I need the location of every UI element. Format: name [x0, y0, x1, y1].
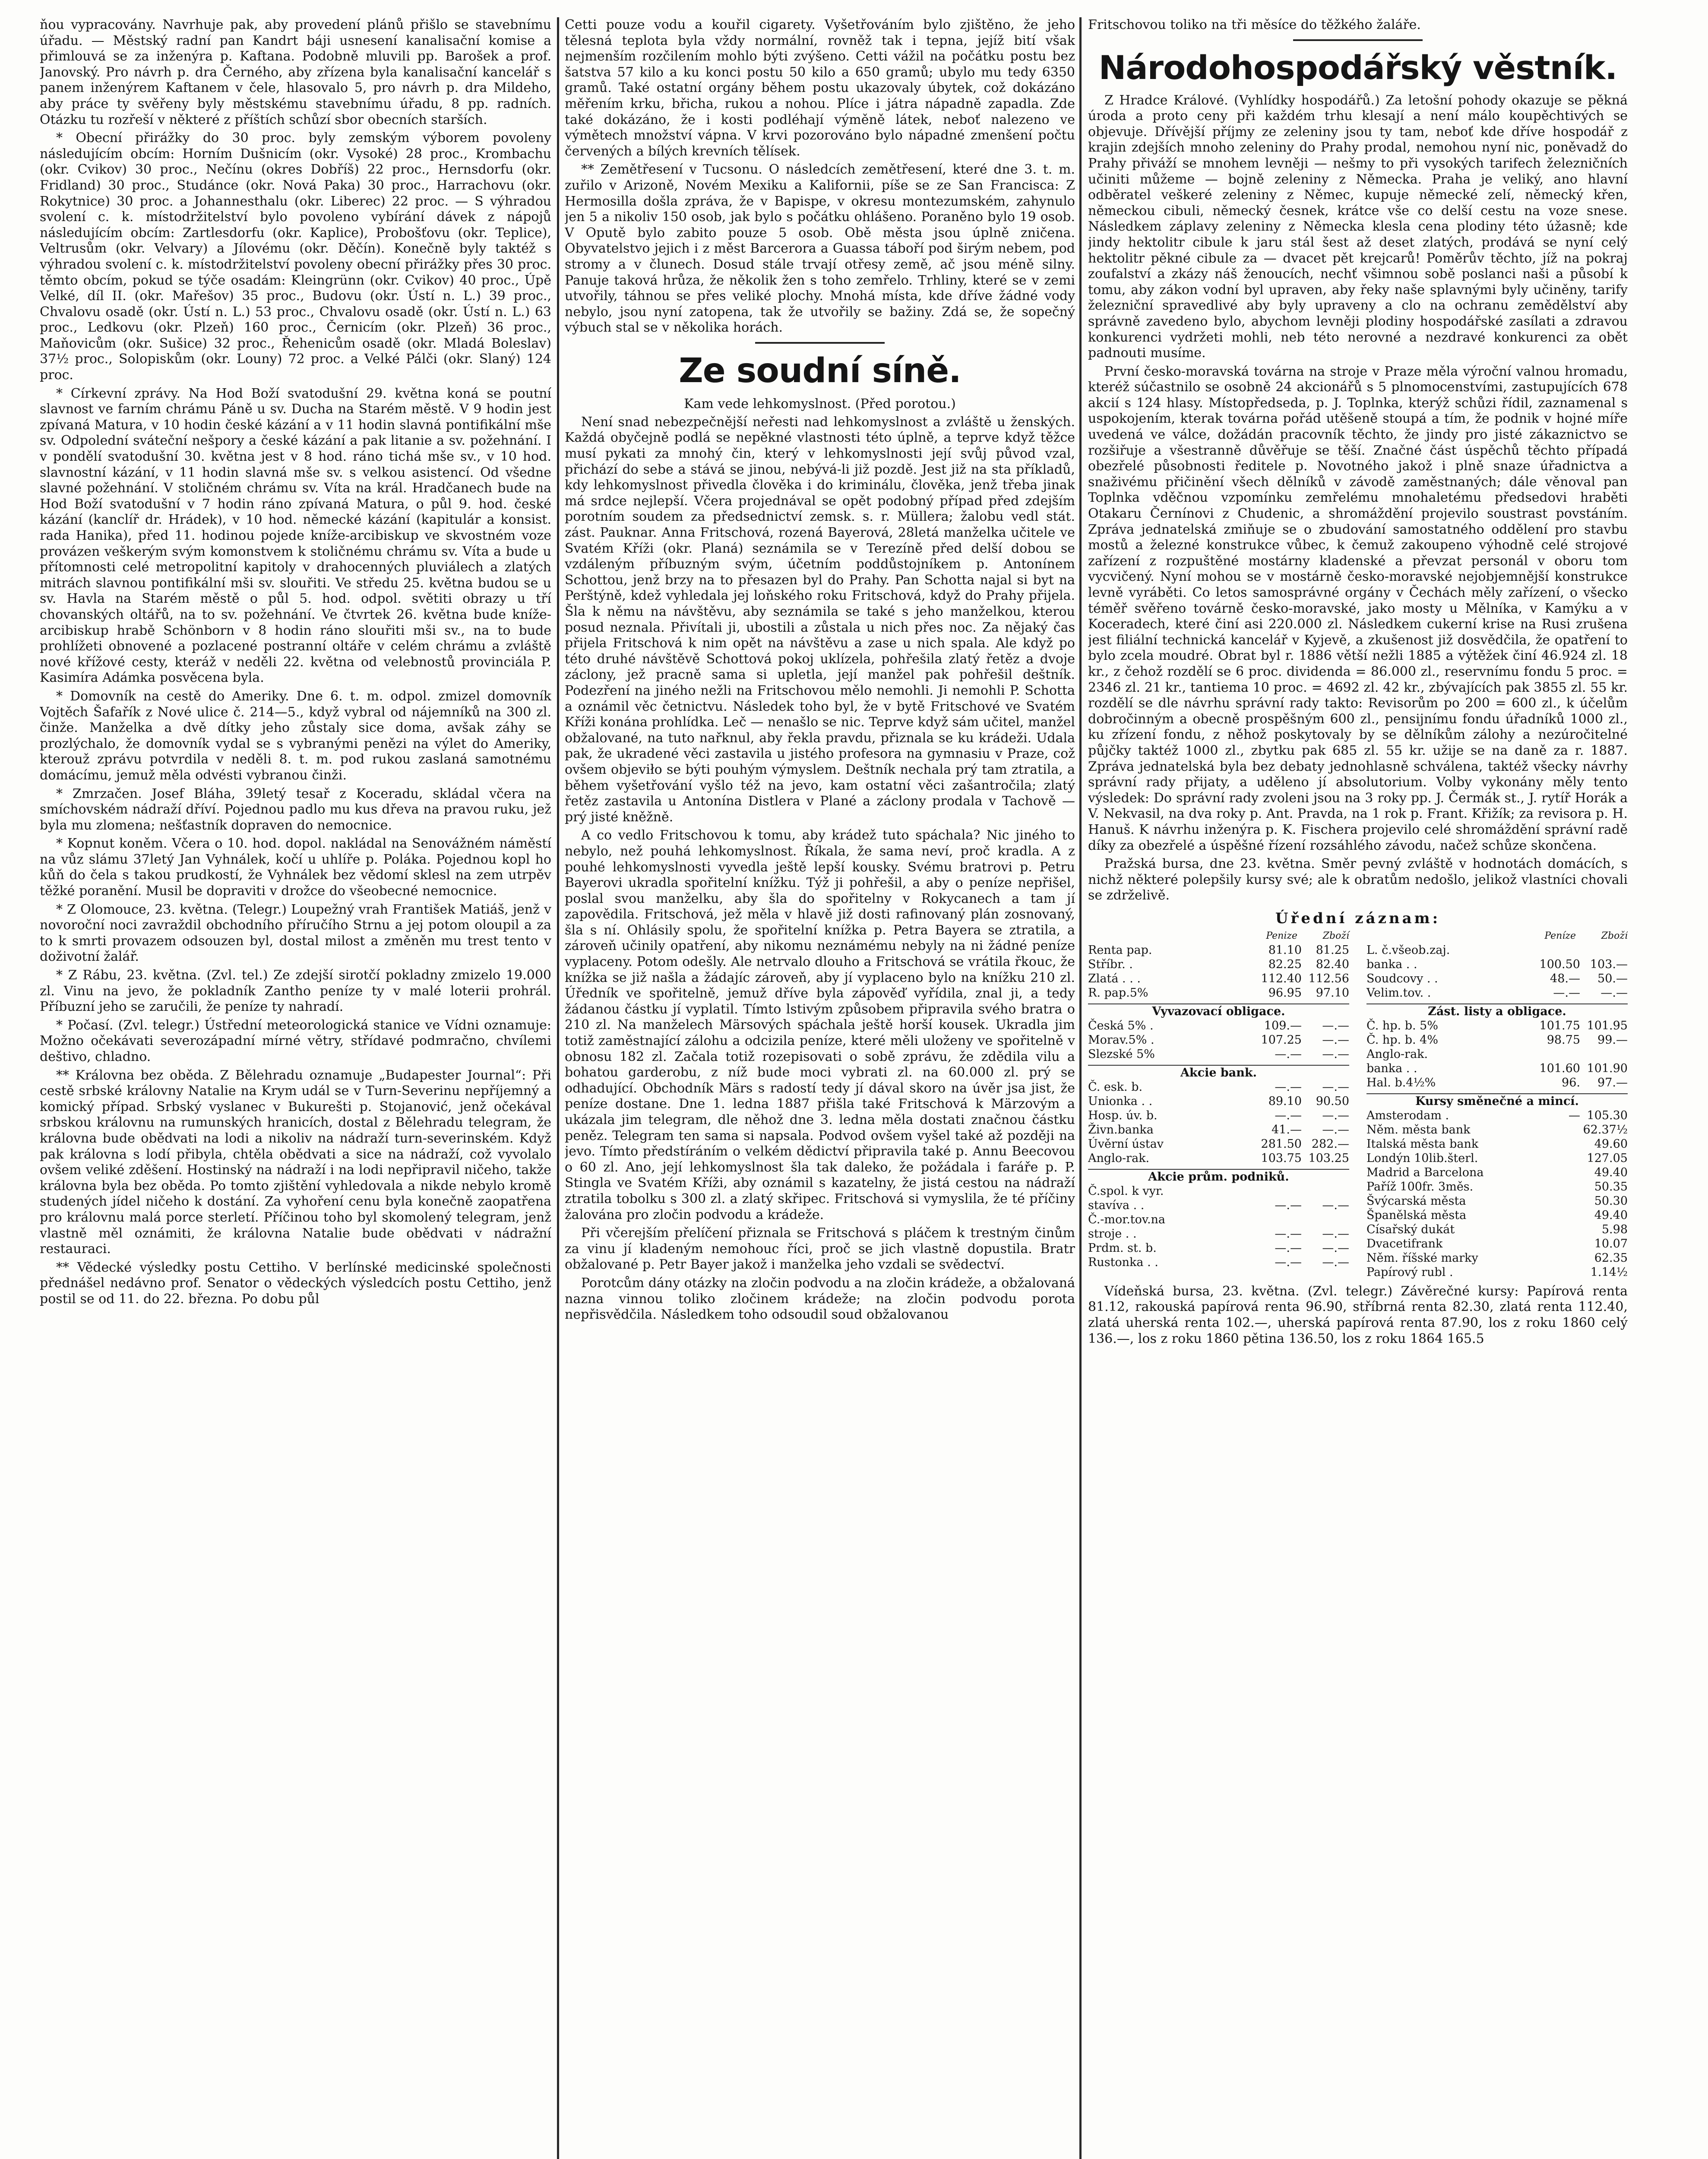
- row-label: Č. esk. b.: [1088, 1080, 1143, 1094]
- table-row: [1366, 972, 1628, 986]
- exchange-tables: [1088, 929, 1628, 1279]
- value-cell: [1254, 1212, 1302, 1227]
- table-section-title: Akcie prům. podniků.: [1088, 1169, 1349, 1184]
- row-label: Švýcarská města: [1366, 1194, 1466, 1208]
- row-values: [1533, 1265, 1628, 1279]
- value-cell: 96.: [1562, 1076, 1580, 1089]
- value-cell: 82.40: [1316, 957, 1349, 971]
- table-row: [1366, 1151, 1628, 1165]
- table-row: [1088, 1137, 1349, 1151]
- value-cell: —.—: [1322, 1047, 1349, 1061]
- table-row: [1088, 1080, 1349, 1094]
- value-cell: —.—: [1322, 1080, 1349, 1094]
- section-heading-economy: Národohospodářský věstník.: [1098, 48, 1617, 87]
- value-cell: [1533, 1208, 1580, 1222]
- row-values: [1533, 943, 1628, 957]
- value-cell: 103.25: [1308, 1151, 1349, 1165]
- row-label: Zlatá . . .: [1088, 972, 1141, 985]
- value-cell: 5.98: [1601, 1222, 1628, 1236]
- row-label: R. pap.5%: [1088, 986, 1148, 1000]
- article-paragraph: První česko-moravská továrna na stroje v Praze měla výroční valnou hromadu, kteréž súčastnilo se osobně 24 akcionářů s 5 plnomocenstvími, zastupujících 678 akcií s 124 hlasy. Místopředseda, p. J. Toplnka, kterýž schůzi řídil, zaznamenal s uspokojením, kterak továrna pořád utěšeně stoupá a tím, že podnik v hojné míře uvedená ve válce, dožádán pracovník těchto, že jindy pro jisté zákaznictvo se rozšiřuje a všestranně důvěřuje se těší. Značné část úspěchů těchto případá obezřelé působnosti ředitele p. Novotného jakož i plně snaze úřadnictva a snaživému přičinění všech dělníků v závodě zaměstnaných; dále věnoval pan Toplnka vděčnou vzpomínku zemřelému mnohaletému předsedovi hraběti Otakaru Černínovi z Chudenic, a shromáždění projevilo soustrast povstáním. Zpráva jednatelská zmiňuje se o zbudování samostatného oddělení pro stavbu mostů a železné konstrukce vůbec, k čemuž zakoupeno výhodně celé strojové zařízení z rozpuštěné mostárny kladenské a převzat personál v oboru tom vycvičený. Nyní mohou se v mostárně česko-moravské nejobjemnější konstrukce levně vyráběti. Co letos samosprávné orgány v Čechách měly zařízení, o všecko téměř svěřeno továrně česko-moravské, jako mosty u Mělníka, v Kamýku a v Koceradech, které činí asi 220.000 zl. Následkem cukerní krise na Rusi zrušena jest filiální technická kancelář v Kyjevě, a zkušenost již dosvědčila, že opatření to bylo zcela moudré. Obrat byl r. 1886 větší nežli 1885 a výtěžek činí 46.924 zl. 18 kr., z čehož rozdělí se 6 proc. dividenda = 86.000 zl., reservnímu fondu 5 proc. = 2346 zl. 21 kr., tantiema 10 proc. = 4692 zl. 42 kr., zbývajících pak 3855 zl. 55 kr. rozdělí se dle návrhu správní rady takto: Revisorům po 200 = 600 zl., k účelům dobročinným a obecně prospěšným 600 zl., pensijnímu fondu úřadníků 1000 zl., ku zřízení fondu, z něhož poskytovaly by se dělníkům zálohy a nezúročitelné půjčky taktéž 1000 zl., zbytku pak 685 zl. 55 kr. užije se na daně za r. 1887. Zpráva jednatelská byla bez debaty jednohlasně schválena, taktéž všecky návrhy správní rady přijaty, a uděleno jí absolutorium. Volby vykonány měly tento výsledek: Do správní rady zvoleni jsou na 3 roky pp. J. Čermák st., J. rytíř Horák a V. Nekvasil, na dva roky p. Ant. Pravda, na 1 rok p. Frant. Křižík; za revisora p. H. Hanuš. K návrhu inženýra p. K. Fischera projevilo celé shromáždění správní radě díky za obezřelé a úspěšné řízení rozsáhlého závodu, načež schůze skončena.: [1088, 364, 1628, 853]
- row-values: [1533, 1108, 1628, 1123]
- article-paragraph: * Církevní zprávy. Na Hod Boží svatodušní 29. května koná se poutní slavnost ve farním chrámu Páně u sv. Ducha na Starém městě. V 9 hodin jest zpívaná Matura, v 10 hodin české kázání a v 11 hodin slavná pontifikální mše sv. Odpolední sváteční nešpory a české kázání a pak litanie a sv. požehnání. I v pondělí svatodušní 30. května jest v 8 hod. ráno tichá mše sv., v 10 hod. slavnostní kázání, v 11 hodin slavná mše sv. s velkou asistencí. Od všedne slavné požehnání. V stoličném chrámu sv. Víta na král. Hradčanech bude na Hod Boží svatodušní v 7 hodin ráno zpívaná Matura, o půl 9. hod. české kázání (kanclíř dr. Hrádek), v 10 hod. německé kázání (kapitulár a konsist. rada Hanika), před 11. hodinou pojede kníže-arcibiskup ve skvostném voze provázen veškerým svým komonstvem k stoličnému chrámu sv. Víta a bude u přítomnosti celé metropolitní kapitoly v drahocenných pluviálech a zlatých mitrách slavnou pontifikální mši sv. slouřiti. Ve středu 25. května budou se u sv. Havla na Starém městě o půl 5. hod. odpol. světiti obrazy u tří chovanských oltářů, na to sv. požehnání. Ve čtvrtek 26. května bude kníže-arcibiskup hrabě Schönborn v 8 hodin ráno slouřiti mši sv., na to bude prohlížeti obnovené a pozlacené postranní oltáře v celém chrámu a zvláště nové křížové cesty, kteráž v neděli 22. května od velebnostů provinciála P. Kasimíra Adámka posvěcena byla.: [40, 386, 551, 686]
- article-paragraph: * Obecní přirážky do 30 proc. byly zemským výborem povoleny následujícím obcím: Horním Dušnicím (okr. Vysoké) 28 proc., Krombachu (okr. Cvikov) 30 proc., Nečínu (okres Dobříš) 22 proc., Hernsdorfu (okr. Fridland) 30 proc., Studánce (okr. Nová Paka) 30 proc., Harrachovu (okr. Rokytnice) 30 proc. a Johannesthalu (okr. Liberec) 22 proc. — S výhradou svolení c. k. místodržitelství bylo povoleno vybírání dávek z nápojů následujícím obcím: Zartlesdorfu (okr. Kaplice), Probošťovu (okr. Teplice), Veltrusům (okr. Velvary) a Jílovému (okr. Děčín). Konečně byly taktéž s výhradou svolení c. k. místodržitelství povoleny obecní přirážky přes 30 proc. těmto obcím, pokud se týče osadám: Kleingrünn (okr. Cvikov) 40 proc., Úpě Velké, díl II. (okr. Mařešov) 35 proc., Budovu (okr. Ústí n. L.) 39 proc., Chvalovu osadě (okr. Ústí n. L.) 53 proc., Chvalovu osadě (okr. Ústí n. L.) 63 proc., Ledkovu (okr. Plzeň) 160 proc., Černicím (okr. Plzeň) 36 proc., Maňovicům (okr. Sušice) 32 proc., Řehenicům osadě (okr. Mladá Boleslav) 37½ proc., Solopiskům (okr. Louny) 72 proc. a Velké Pálči (okr. Slaný) 124 proc.: [40, 130, 551, 383]
- value-cell: 105.30: [1587, 1108, 1628, 1122]
- value-cell: 97.—: [1597, 1076, 1628, 1089]
- article-paragraph: * Z Rábu, 23. května. (Zvl. tel.) Ze zdejší sirotčí pokladny zmizelo 19.000 zl. Vinu na jevo, že pokladník Zantho peníze ty v malé loterii prohrál. Příbuzní jeho se zaručili, že peníze ty nahradí.: [40, 968, 551, 1015]
- article-paragraph: Při včerejším přelíčení přiznala se Fritschová s pláčem k trestným činům za vinu jí kladeným nemohouc říci, proč se jich vlastně dopustila. Bratr obžalované p. Petr Bayer jakož i manželka jeho vzdali se svědectví.: [565, 1225, 1075, 1273]
- value-cell: 62.35: [1594, 1251, 1628, 1265]
- article-paragraph: * Z Olomouce, 23. května. (Telegr.) Loupežný vrah František Matiáš, jenž v novoroční noci zavraždil obchodního příručího Strnu a jej potom oloupil a za to k smrti provazem odsouzen byl, dostal milost a změněn mu trest tento v doživotní žalář.: [40, 902, 551, 965]
- table-row: [1366, 1061, 1628, 1076]
- value-cell: —.—: [1275, 1108, 1302, 1122]
- article-paragraph: ** Zemětřesení v Tucsonu. O následcích zemětřesení, které dne 3. t. m. zuřilo v Arizoně, Novém Mexiku a Kalifornii, píše se ze San Francisca: Z Hermosilla došla zpráva, že v Bapispe, v okresu montezumském, zahynulo jen 5 a nikoliv 150 osob, jak bylo s počátku ohlášeno. Poraněno bylo 19 osob. V Oputě bylo zabito pouze 5 osob. Obě města jsou úplně zničena. Obyvatelstvo jejich i z měst Barcerora a Guassa táboří pod širým nebem, pod stromy a v člunech. Dosud stále trvají otřesy země, ač jsou méně silny. Panuje taková hrůza, že několik žen s toho zemřelo. Trhliny, které se v zemi utvořily, táhnou se přes veliké plochy. Mnohá místa, kde dříve žádné vody nebylo, jsou nyní zatopena, tak že utvořily se bažiny. Zdá se, že sopečný výbuch stal se v několika horách.: [565, 162, 1075, 336]
- row-values: [1533, 957, 1628, 972]
- table-row: [1366, 1180, 1628, 1194]
- section-separator: [755, 342, 885, 344]
- column-right: [1088, 17, 1628, 2159]
- table-section-title: Vyvazovací obligace.: [1088, 1004, 1349, 1019]
- section-heading-court: Ze soudní síně.: [679, 351, 961, 390]
- row-label: Č. hp. b. 5%: [1366, 1019, 1438, 1032]
- row-values: [1254, 1151, 1349, 1165]
- article-paragraph: Porotcům dány otázky na zločin podvodu a na zločin krádeže, a obžalovaná nazna vinnou toliko zločinem krádeže; na zločin podvodu porota nepřisvědčila. Následkem toho odsoudil soud obžalovanou: [565, 1275, 1075, 1323]
- article-paragraph: * Zmrzačen. Josef Bláha, 39letý tesař z Koceradu, skládal včera na smíchovském nádraží dříví. Pojednou padlo mu kus dřeva na pravou ruku, jež byla mu zlomena; nešťastník dopraven do nemocnice.: [40, 786, 551, 833]
- table-row: [1366, 1047, 1628, 1061]
- table-row: [1088, 1108, 1349, 1123]
- value-cell: —.—: [1322, 1108, 1349, 1122]
- header-cell: Zboží: [1322, 930, 1349, 941]
- value-cell: 103.75: [1261, 1151, 1302, 1165]
- row-label: Něm. říšské marky: [1366, 1251, 1478, 1265]
- row-label: Italská města bank: [1366, 1137, 1479, 1151]
- row-values: [1533, 1222, 1628, 1237]
- article-paragraph: A co vedlo Fritschovou k tomu, aby krádež tuto spáchala? Nic jiného to nebylo, než pouhá lehkomyslnost. Říkala, že sama neví, proč kradla. A z pouhé lehkomyslnosti vyvedla ještě lepší kousky. Svému bratrovi p. Petru Bayerovi ukradla spořitelní knížku. Týž ji pohřešil, a aby o peníze nepřišel, poslal svou manželku, aby šla do spořitelny v Rokycanech a tam jí zapovědila. Fritschová, jež měla v hlavě již dosti rafinovaný plán zosnovaný, šla s ní. Ohlásily spolu, že spořitelní knížka p. Petra Bayera se ztratila, a zároveň učinily opatření, aby nikomu neznámému nebyly na ni žádné peníze vyplaceny. Potom odešly. Ale netrvalo dlouho a Fritschová se vrátila řkouc, že knížka se již našla a žádajíc zároveň, aby jí vyplaceno bylo na knížku 210 zl. Úředník ve spořitelně, jemuž dříve byla zápověď vyřídila, znal ji, a tedy žádanou částku jí vyplatil. Tímto lstivým způsobem připravila svého bratra o 210 zl. Na manželech Märsových spáchala ještě horší kousek. Ukradla jim totiž zaměstnající zálohu a odcizila peníze, které měli uloženy ve spořitelně v obnosu 182 zl. Začala totiž rozepisovati o sobě zprávu, že zdědila vilu a bohatou garderobu, z níž bude moci vybrati zl. na 60.000 zl. prý se odhadující. Obchodník Märs s radostí tedy jí dával skoro na úvěr jsa jist, že peníze dostane. Dne 1. ledna 1887 přišla také Fritschová k Märzovým a ukázala jim telegram, dle něhož dne 3. ledna měla dostati značnou částku peněz. Telegram ten sama si napsala. Podvod ovšem vyšel také až později na jevo. Tímto předstíráním o velkém dědictví připravila také p. Annu Beecovou o 60 zl. Ano, její lehkomyslnost šla tak daleko, že požádala i faráře p. P. Stingla ve Svatém Kříži, aby oznámil s kazatelny, že jistá cestou na nádraží ztratila tobolku s 300 zl. a zlatý skřipec. Fritschová si vymyslila, že té příčiny žalována pro zločin podvodu a krádeže.: [565, 828, 1075, 1222]
- row-label: Hal. b.4½%: [1366, 1076, 1436, 1089]
- value-cell: [1533, 1137, 1580, 1151]
- table-row: [1088, 943, 1349, 957]
- header-cell: Zboží: [1601, 930, 1628, 941]
- row-values: [1533, 1123, 1628, 1137]
- row-label: Madrid a Barcelona: [1366, 1165, 1484, 1179]
- row-values: [1254, 972, 1349, 986]
- section-separator: [1293, 39, 1423, 41]
- table-header: [1366, 929, 1628, 943]
- row-values: [1533, 1019, 1628, 1033]
- value-cell: 282.—: [1311, 1137, 1349, 1151]
- table-row: [1088, 1151, 1349, 1165]
- row-values: [1254, 1198, 1349, 1212]
- value-cell: [1533, 1123, 1580, 1137]
- article-subtitle: Kam vede lehkomyslnost. (Před porotou.): [684, 396, 956, 412]
- row-values: [1533, 1165, 1628, 1180]
- value-cell: 81.10: [1268, 943, 1302, 957]
- row-values: [1533, 1061, 1628, 1076]
- value-cell: 103.—: [1590, 957, 1628, 971]
- value-cell: 112.40: [1261, 972, 1302, 985]
- row-label: Paříž 100fr. 3měs.: [1366, 1180, 1474, 1193]
- row-label: Anglo-rak.: [1088, 1151, 1150, 1165]
- value-cell: [1533, 1265, 1580, 1279]
- value-cell: —.—: [1275, 1198, 1302, 1212]
- row-values: [1533, 1033, 1628, 1047]
- row-values: [1254, 957, 1349, 972]
- row-values: [1533, 1194, 1628, 1208]
- row-label: Papírový rubl .: [1366, 1265, 1453, 1279]
- row-values: [1254, 943, 1349, 957]
- row-label: Česká 5% .: [1088, 1019, 1154, 1032]
- row-label: banka . .: [1366, 957, 1417, 971]
- table-row: [1366, 986, 1628, 1000]
- value-cell: [1580, 1047, 1628, 1061]
- value-cell: 1.14½: [1590, 1265, 1628, 1279]
- table-row: [1088, 1123, 1349, 1137]
- column-left: [40, 17, 551, 2159]
- table-row: [1088, 1212, 1349, 1227]
- value-cell: —.—: [1275, 1241, 1302, 1255]
- value-cell: —.—: [1322, 1033, 1349, 1047]
- value-cell: 101.95: [1587, 1019, 1628, 1032]
- value-cell: [1533, 1180, 1580, 1194]
- table-row: [1366, 943, 1628, 957]
- table-row: [1366, 1019, 1628, 1033]
- table-row: [1088, 972, 1349, 986]
- table-row: [1366, 1265, 1628, 1279]
- article-paragraph: * Počasí. (Zvl. telegr.) Ústřední meteorologická stanice ve Vídni oznamuje: Možno očekávati severozápadní mírné větry, střídavé podmračno, chvílemi deštivo, chladno.: [40, 1017, 551, 1064]
- row-values: [1533, 1237, 1628, 1251]
- row-values: [1254, 1108, 1349, 1123]
- table-row: [1366, 1165, 1628, 1180]
- row-label: Hosp. úv. b.: [1088, 1108, 1158, 1122]
- table-row: [1088, 1241, 1349, 1255]
- table-row: [1366, 1194, 1628, 1208]
- row-label: Unionka . .: [1088, 1094, 1153, 1108]
- value-cell: [1533, 1194, 1580, 1208]
- row-values: [1533, 1151, 1628, 1165]
- table-row: [1366, 1108, 1628, 1123]
- value-cell: —: [1569, 1108, 1580, 1122]
- value-cell: —.—: [1275, 1227, 1302, 1241]
- exchange-table-title: Úřední záznam:: [1275, 909, 1441, 927]
- article-paragraph: Fritschovou toliko na tři měsíce do těžkého žaláře.: [1088, 17, 1421, 32]
- value-cell: 101.60: [1539, 1061, 1580, 1075]
- value-cell: 49.60: [1594, 1137, 1628, 1151]
- value-cell: 96.95: [1268, 986, 1302, 1000]
- row-values: [1533, 972, 1628, 986]
- row-label: Úvěrní ústav: [1088, 1137, 1164, 1151]
- row-label: Č.spol. k vyr.: [1088, 1184, 1164, 1198]
- row-values: [1533, 1047, 1628, 1061]
- table-row: [1088, 1047, 1349, 1061]
- exchange-table-left: [1088, 929, 1349, 1279]
- value-cell: 99.—: [1597, 1033, 1628, 1047]
- row-values: [1254, 1094, 1349, 1108]
- value-cell: 100.50: [1539, 957, 1580, 971]
- row-label: Č. hp. b. 4%: [1366, 1033, 1438, 1047]
- table-row: [1366, 957, 1628, 972]
- value-cell: 281.50: [1261, 1137, 1302, 1151]
- value-cell: 112.56: [1308, 972, 1349, 985]
- article-paragraph: Z Hradce Králové. (Vyhlídky hospodářů.) Za letošní pohody okazuje se pěkná úroda a proto ceny při každém trhu klesají a není málo koupěchtivých se objevuje. Dřívější příjmy ze zeleniny jsou ty tam, neboť kde dříve hospodář z krajin zdejších mnoho zeleniny do Prahy prodal, nemohou nyní nic, poněvadž do Prahy přiváží se mnohem levněji — nešmy to při vysokých tarifech železničních učiniti můžeme — bojně zeleniny z Německa. Praha je veliký, ano hlavní odběratel veškeré zeleniny z Němec, kupuje německé zelí, německý křen, německou cibuli, německý česnek, krátce vše co delší cestu na voze snese. Následkem záplavy zeleniny z Německa klesla cena plodiny této úžasně; kde jindy hektolitr cibule k jaru stál šest až deset zlatých, prodává se nyní celý hektolitr pěkné cibule za — dvacet pět krejcarů! Poměrův těchto, jíž na pokraj zoufalství a zkázy náš ženoucích, nechť všimnou sobě poslanci naši a působí k tomu, aby zákon vodní byl upraven, aby řeky naše splavnými byly učiněny, tarify železniční spravedlivé aby byly upraveny a clo na ochranu zemědělství aby správně zavedeno bylo, abychom levněji plodiny hospodářské zasílati a zdravou konkurenci vydržeti mohli, neb této nerovné a nezdravé konkurenci za obět padnouti musíme.: [1088, 92, 1628, 361]
- value-cell: —.—: [1275, 1255, 1302, 1269]
- row-values: [1254, 1033, 1349, 1047]
- value-cell: 48.—: [1550, 972, 1580, 985]
- table-section-title: Akcie bank.: [1088, 1065, 1349, 1080]
- row-label: Slezské 5%: [1088, 1047, 1155, 1061]
- row-label: Něm. města bank: [1366, 1123, 1471, 1136]
- row-label: Renta pap.: [1088, 943, 1152, 957]
- value-cell: 82.25: [1268, 957, 1302, 971]
- row-values: [1254, 986, 1349, 1000]
- value-cell: [1302, 1212, 1349, 1227]
- value-cell: [1533, 1222, 1580, 1237]
- value-cell: —.—: [1553, 986, 1580, 1000]
- value-cell: —.—: [1322, 1241, 1349, 1255]
- value-cell: —.—: [1322, 1227, 1349, 1241]
- value-cell: 109.—: [1264, 1019, 1302, 1032]
- row-values: [1254, 1019, 1349, 1033]
- value-cell: —.—: [1322, 1019, 1349, 1032]
- article-paragraph: Cetti pouze vodu a kouřil cigarety. Vyšetřováním bylo zjištěno, že jeho tělesná teplota byla vždy normální, rovněž tak i tepna, jejíž bití však nejmenším rozčilením mohlo býti zvýšeno. Cetti vážil na počátku postu bez šatstva 57 kilo a ku konci postu 50 kilo a 650 gramů; ubylo mu tedy 6350 gramů. Také ostatní orgány během postu ukazovaly úbytek, což dokázáno měřením krku, břicha, rukou a nohou. Plíce i játra nápadně zapadla. Zde také dokázáno, že i kosti podléhají výměně látek, neboť nalezeno ve výmětech množství vápna. V krvi pozorováno bylo nápadné zmenšení počtu červených a bílých krevních tělísek.: [565, 17, 1075, 159]
- value-cell: 107.25: [1261, 1033, 1302, 1047]
- value-cell: [1580, 943, 1628, 957]
- row-label: Soudcovy . .: [1366, 972, 1438, 985]
- value-cell: 81.25: [1316, 943, 1349, 957]
- row-values: [1254, 1255, 1349, 1269]
- table-row: [1366, 1251, 1628, 1265]
- value-cell: 62.37½: [1583, 1123, 1628, 1136]
- value-cell: 98.75: [1547, 1033, 1580, 1047]
- value-cell: —.—: [1322, 1198, 1349, 1212]
- table-section-title: Zást. listy a obligace.: [1366, 1004, 1628, 1019]
- row-values: [1254, 1047, 1349, 1061]
- column-divider: [1079, 17, 1082, 2159]
- value-cell: [1302, 1184, 1349, 1198]
- row-values: [1254, 1080, 1349, 1094]
- article-paragraph: Není snad nebezpečnější neřesti nad lehkomyslnost a zvláště u ženských. Každá obyčejně podlá se nepěkné vlastnosti této úplně, a teprve když těžce musí pykati za mnohý čin, který v lehkomyslnosti její svůj původ vzal, přichází do sebe a stává se jinou, nebývá-li již pozdě. Jest již na sta příkladů, kdy lehkomyslnost přivedla člověka i do kriminálu, člověka, jenž třeba jinak má srdce nejlepší. Včera projednával se opět podobný případ před zdejším porotním soudem za předsednictví zemsk. s. r. Müllera; žalobu vedl stát. zást. Pauknar. Anna Fritschová, rozená Bayerová, 28letá manželka učitele ve Svatém Kříži (okr. Planá) seznámila se v Terezíně před delší dobou se vzdáleným příbuzným svým, účetním poddůstojníkem p. Antonínem Schottou, jenž brzy na to přesazen byl do Prahy. Pan Schotta najal si byt na Perštýně, kdež vyhledala jej loňského roku Fritschová, když do Prahy přijela. Šla k němu na návštěvu, aby seznámila se také s jeho manželkou, kterou posud neznala. Přivítali ji, ubostili a zůstala u nich přes noc. Za nějaký čas přijela Fritschová k nim opět na návštěvu a zase u nich spala. Ale když po této druhé návštěvě Schottová pokoj uklízela, pohřešila zlatý řetěz a dvoje záclony, jež pracně sama si upletla, její manžel pak pohřešil deštník. Podezření na jiného nežli na Fritschovou mělo nemohli. Ji nemohli P. Schotta a oznámil věc četnictvu. Následek toho byl, že v bytě Fritschové ve Svatém Kříži konána prohlídka. Leč — nenašlo se nic. Teprve když sám učitel, manžel obžalované, na tuto nařknul, aby řekla pravdu, přiznala se ku krádeži. Udala pak, že ukradené věci zastavila u jistého profesora na gymnasiu v Praze, což ovšem objeviło se býti pouhým výmyslem. Deštník nechala prý tam ztratila, a během vyšetřování vyšlo též na jevo, kam ostatní věci zašantročila; zlatý řetěz zastavila u Antonína Distlera v Plané a záclony prodala v Tachově — prý jisté kněžně.: [565, 414, 1075, 825]
- header-cell: Peníze: [1544, 930, 1576, 941]
- value-cell: [1533, 1251, 1580, 1265]
- row-label: Anglo-rak.: [1366, 1047, 1428, 1061]
- value-cell: 127.05: [1587, 1151, 1628, 1165]
- value-cell: [1533, 1165, 1580, 1180]
- table-row: [1366, 1076, 1628, 1090]
- value-cell: [1533, 1237, 1580, 1251]
- column-divider: [557, 17, 559, 2159]
- row-label: Stříbr. .: [1088, 957, 1133, 971]
- table-row: [1088, 1227, 1349, 1241]
- value-cell: [1533, 1047, 1580, 1061]
- value-cell: 97.10: [1316, 986, 1349, 1000]
- row-label: Císařský dukát: [1366, 1222, 1455, 1236]
- table-row: [1088, 1184, 1349, 1198]
- row-label: Španělská města: [1366, 1208, 1467, 1222]
- row-label: Rustonka . .: [1088, 1255, 1158, 1269]
- column-middle: [565, 17, 1075, 2159]
- row-label: Č.-mor.tov.na: [1088, 1212, 1166, 1226]
- value-cell: —.—: [1275, 1047, 1302, 1061]
- value-cell: 101.75: [1539, 1019, 1580, 1032]
- value-cell: —.—: [1275, 1080, 1302, 1094]
- article-paragraph: Pražská bursa, dne 23. května. Směr pevný zvláště v hodnotách domácích, s nichž některé polepšily kursy své; ale k obratům nedošlo, jelikož vlastníci chovali se zdrželivě.: [1088, 856, 1628, 903]
- row-values: [1254, 1137, 1349, 1151]
- row-label: Londýn 10lib.šterl.: [1366, 1151, 1478, 1165]
- row-label: L. č.všeob.zaj.: [1366, 943, 1450, 957]
- row-label: banka . .: [1366, 1061, 1417, 1075]
- row-values: [1533, 1137, 1628, 1151]
- table-row: [1088, 1255, 1349, 1269]
- row-values: [1254, 1227, 1349, 1241]
- table-section-title: Kursy směnečné a mincí.: [1366, 1093, 1628, 1108]
- article-paragraph: Vídeňská bursa, 23. května. (Zvl. telegr.) Závěrečné kursy: Papírová renta 81.12, rakouská papírová renta 96.90, stříbrná renta 82.30, zlatá renta 112.40, zlatá uherská renta 102.—, uherská papírová renta 87.90, los z roku 1860 celý 136.—, los z roku 1860 pětina 136.50, los z roku 1864 165.5: [1088, 1283, 1628, 1346]
- value-cell: [1533, 1151, 1580, 1165]
- row-values: [1533, 1251, 1628, 1265]
- row-label: Amsterodam .: [1366, 1108, 1449, 1122]
- value-cell: 50.35: [1594, 1180, 1628, 1193]
- table-row: [1088, 1094, 1349, 1108]
- article-paragraph: * Kopnut koněm. Včera o 10. hod. dopol. nakládal na Senovážném náměstí na vůz slámu 37letý Jan Vyhnálek, kočí u uhlíře p. Poláka. Pojednou kopl ho kůň do čela s takou prudkostí, že Vyhnálek bez vědomí sklesl na zem utrpěv těžké poranění. Musil be dopraviti v drožce do všeobecné nemocnice.: [40, 836, 551, 899]
- table-row: [1366, 1137, 1628, 1151]
- value-cell: [1533, 943, 1580, 957]
- table-row: [1088, 1033, 1349, 1047]
- table-row: [1088, 1019, 1349, 1033]
- table-row: [1088, 957, 1349, 972]
- row-label: Prdm. st. b.: [1088, 1241, 1157, 1255]
- table-row: [1366, 1033, 1628, 1047]
- row-label: Velim.tov. .: [1366, 986, 1431, 1000]
- header-cell: Penize: [1266, 930, 1297, 941]
- value-cell: 50.—: [1597, 972, 1628, 985]
- table-row: [1088, 986, 1349, 1000]
- value-cell: 50.30: [1594, 1194, 1628, 1208]
- value-cell: 10.07: [1594, 1237, 1628, 1250]
- table-header: [1088, 929, 1349, 943]
- value-cell: [1254, 1184, 1302, 1198]
- value-cell: —.—: [1322, 1255, 1349, 1269]
- table-row: [1366, 1222, 1628, 1237]
- article-paragraph: ňou vypracovány. Navrhuje pak, aby provedení plánů přišlo se stavebnímu úřadu. — Městský radní pan Kandrt báji usnesení kanalisační komise a přimlouvá se za inženýra p. Kaftana. Podobně mluvili pp. Barošek a prof. Janovský. Pro návrh p. dra Černého, aby zřízena byla kanalisační kancelář s panem inženýrem Kaftanem v čele, hlasovalo 5, pro návrh p. dra Mildeho, aby práce ty svěřeny byly městskému stavebnímu úřadu, 8 pp. radních. Otázku tu rozřeší v některé z příštích schůzí sbor obecních starších.: [40, 17, 551, 127]
- row-values: [1533, 1180, 1628, 1194]
- value-cell: 41.—: [1272, 1123, 1302, 1136]
- row-label: stavíva . .: [1088, 1198, 1145, 1212]
- value-cell: —.—: [1600, 986, 1628, 1000]
- table-row: [1366, 1123, 1628, 1137]
- row-values: [1254, 1212, 1349, 1227]
- row-label: stroje . .: [1088, 1227, 1137, 1241]
- value-cell: 49.40: [1594, 1208, 1628, 1222]
- row-label: Morav.5% .: [1088, 1033, 1154, 1047]
- table-row: [1366, 1237, 1628, 1251]
- row-label: Dvacetifrank: [1366, 1237, 1443, 1250]
- row-values: [1533, 1076, 1628, 1090]
- value-cell: 101.90: [1587, 1061, 1628, 1075]
- row-values: [1533, 986, 1628, 1000]
- value-cell: 89.10: [1268, 1094, 1302, 1108]
- row-values: [1254, 1123, 1349, 1137]
- row-values: [1254, 1184, 1349, 1198]
- row-values: [1533, 1208, 1628, 1222]
- article-paragraph: * Domovník na cestě do Ameriky. Dne 6. t. m. odpol. zmizel domovník Vojtěch Šafařík z Nové ulice č. 214—5., když vybral od nájemníků na 300 zl. činže. Manželka a dvě dítky jeho zůstaly sice doma, avšak záhy se prozlýchalo, že domovník vydal se s vybranými penězi na výlet do Ameriky, kterouž zprávu potvrdila v neděli 8. t. m. pod rukou zaslaná samotnému domácímu, jemuž měla odvésti vybranou činži.: [40, 688, 551, 783]
- table-row: [1366, 1208, 1628, 1222]
- value-cell: —.—: [1322, 1123, 1349, 1136]
- value-cell: 90.50: [1316, 1094, 1349, 1108]
- exchange-table-right: [1366, 929, 1628, 1279]
- table-row: [1088, 1198, 1349, 1212]
- value-cell: 49.40: [1594, 1165, 1628, 1179]
- row-values: [1254, 1241, 1349, 1255]
- row-label: Živn.banka: [1088, 1123, 1154, 1136]
- article-paragraph: ** Královna bez oběda. Z Bělehradu oznamuje „Budapester Journal“: Při cestě srbské královny Natalie na Krym udál se v Turn-Severinu nepříjemný a komický případ. Srbský vyslanec v Bukurešti p. Stojanović, jenž očekával srbskou královnu na rumunských hranicích, dostal z Bělehradu telegram, že královna bude obědvati na lodi a nikoliv na nádraží turn-severinském. Když pak královna s lodí přibyla, chtěla obědvati a sice na nádraží, což vyvolalo ovšem veliké zděšení. Hostinský na nádraží i na lodi nepřipravil ničeho, takže královna byla bez oběda. Po tomto zjištění vyhledovala a nikde nebylo kromě studených jídel ničeho k dostání. Za vyhoření cenu byla konečně zaopatřena pro královnu malá porce sterletí. Příčinou toho byl skomolený telegram, jenž vlastně měl oznámiti, že královna Natalie bude obědvati v nádražní restauraci.: [40, 1067, 551, 1257]
- article-paragraph: ** Vědecké výsledky postu Cettiho. V berlínské medicinské společnosti přednášel nedávno prof. Senator o vědeckých výsledcích postu Cettiho, jenž postil se od 11. do 22. března. Po dobu půl: [40, 1260, 551, 1307]
